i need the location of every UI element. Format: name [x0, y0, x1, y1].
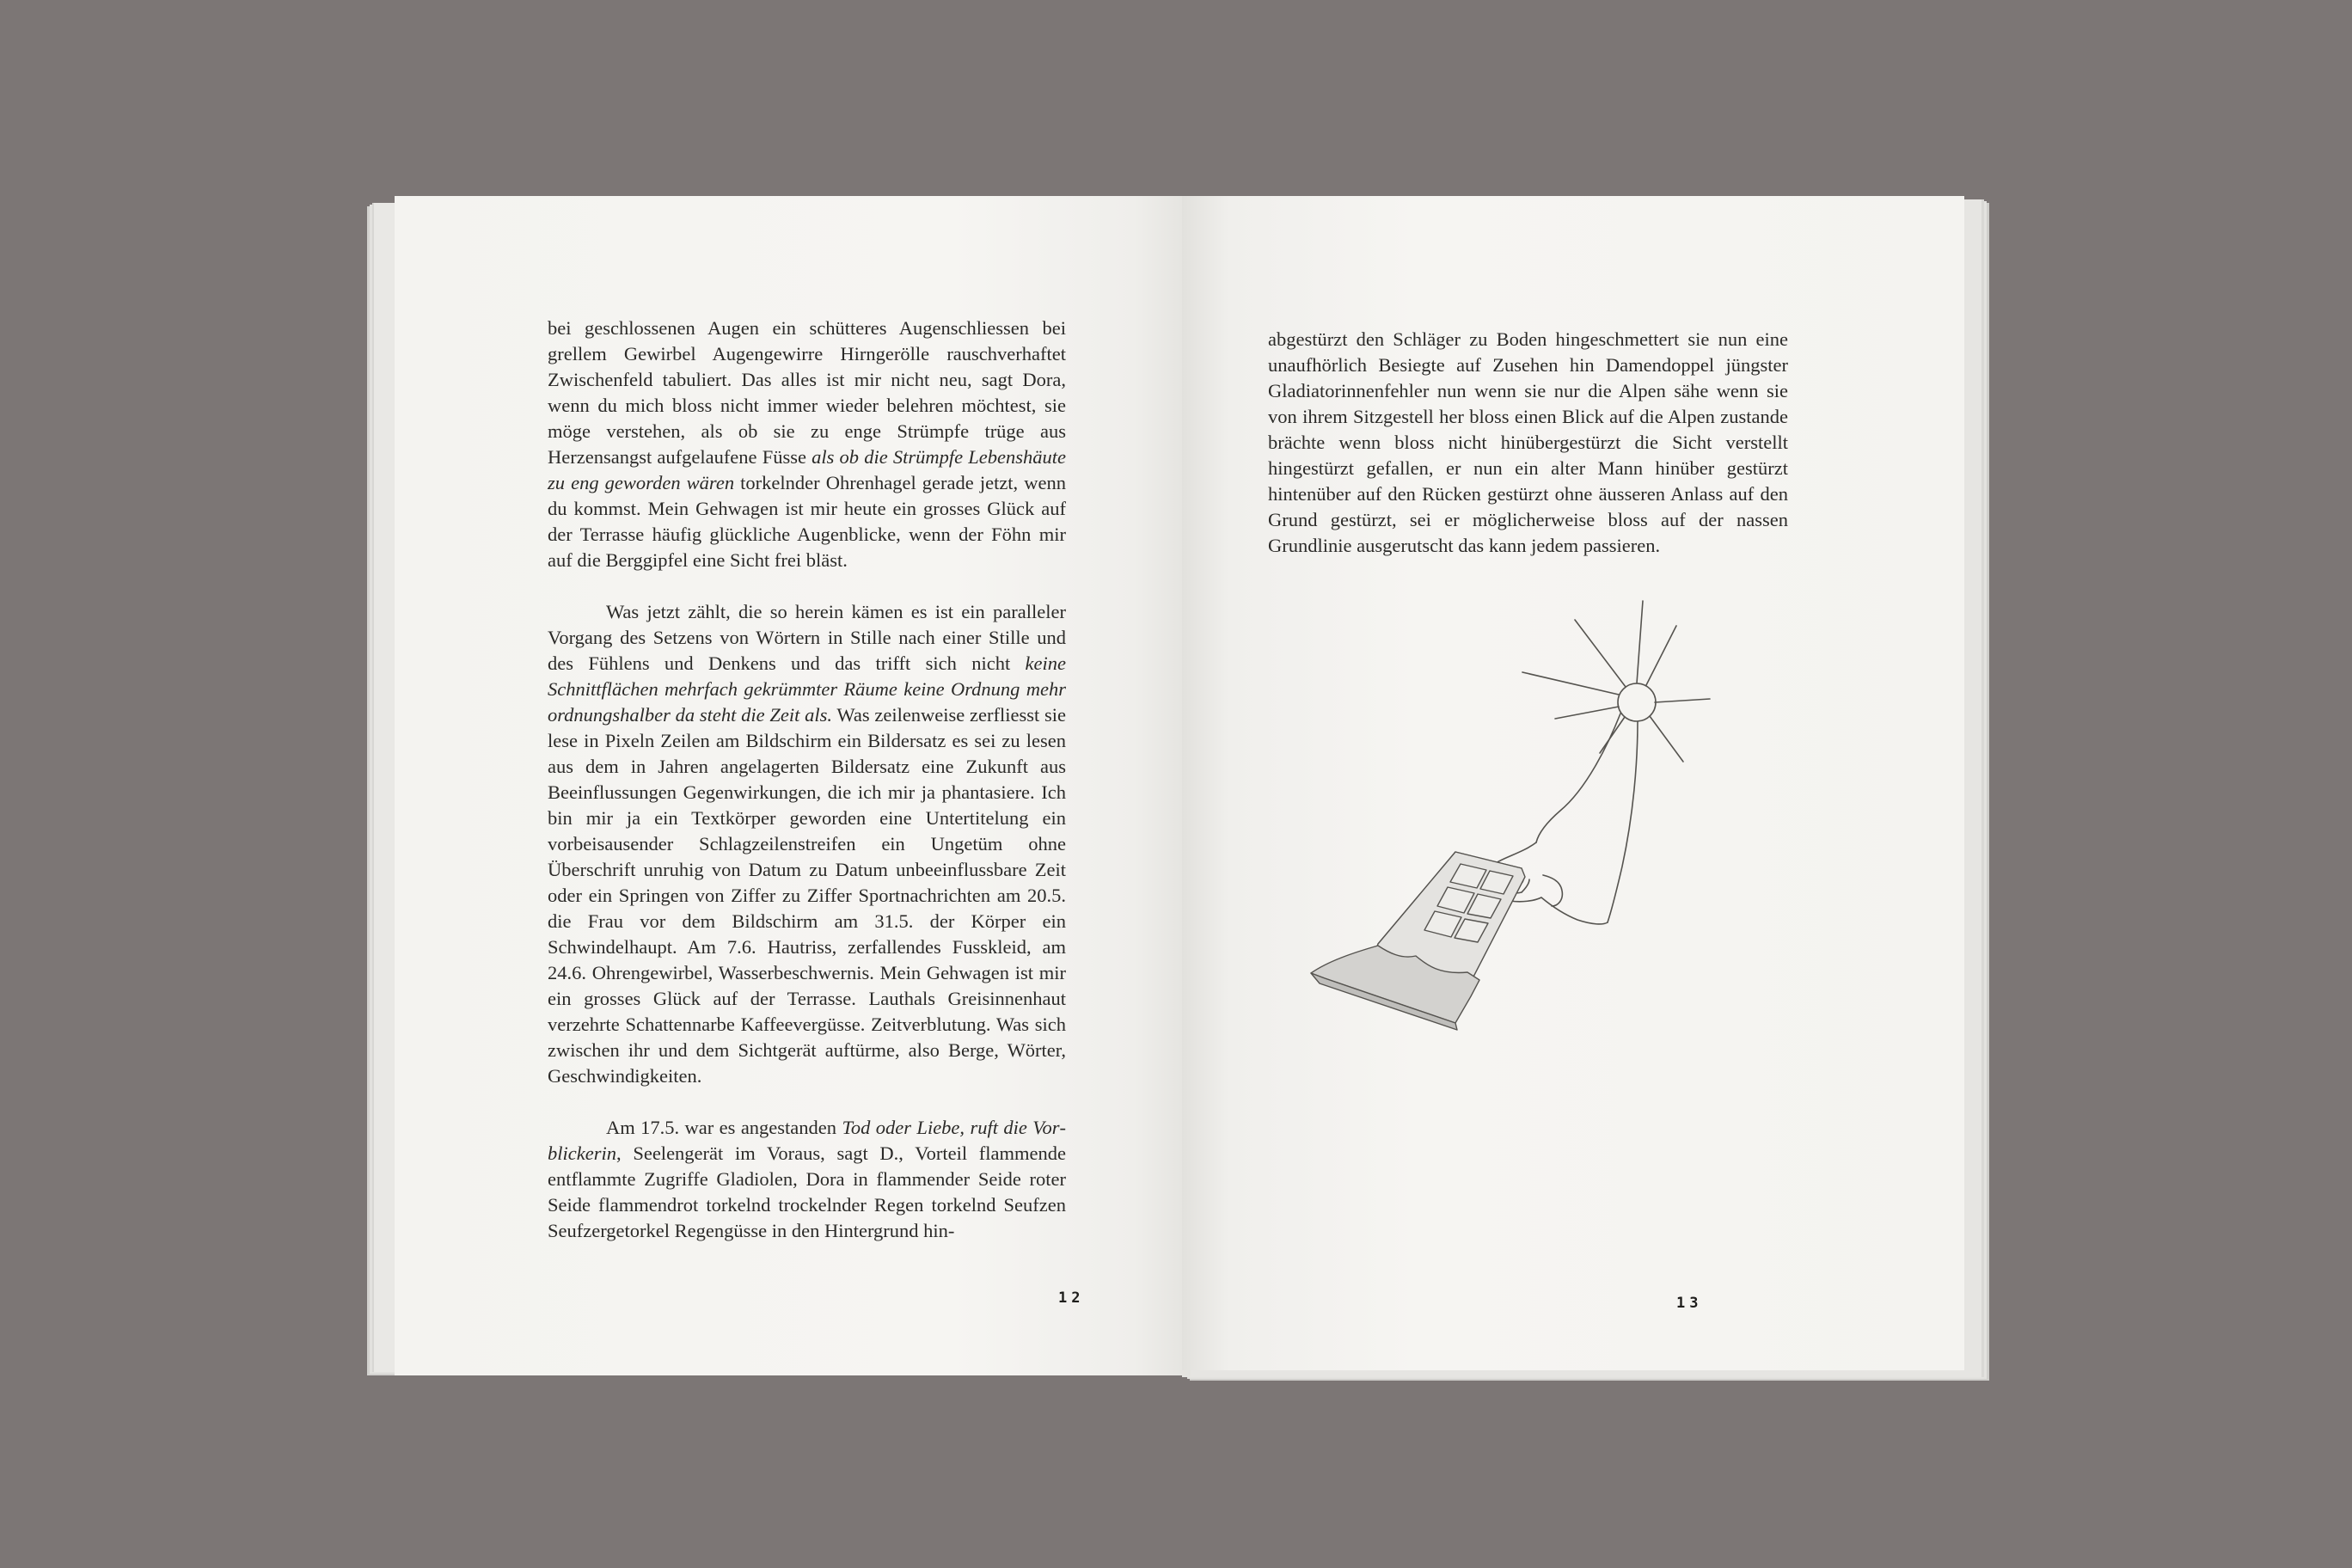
italic-run: als ob die Strümpfe Lebenshäute zu eng geworden wären	[548, 446, 1066, 493]
open-book	[374, 196, 1982, 1379]
page-number-left: 12	[1058, 1289, 1085, 1307]
text-run: Was jetzt zählt, die so herein kämen es ist ein paralleler Vorgang des Setzens von Wörtern in Stille nach einer Stille und des Fühlens und Denkens und das trifft sich nicht	[548, 601, 1066, 674]
left-page-text	[548, 315, 1066, 1244]
text-run: torkelnder Ohrenhagel gerade jetzt, wenn du kommst. Mein Gehwagen ist mir heute ein grosses Glück auf der Terrasse häufig glückliche Augenblicke, wenn der Föhn mir auf die Berggipfel eine Sicht frei bläst.	[548, 472, 1067, 571]
right-paragraph: abgestürzt den Schläger zu Boden hingeschmettert sie nun eine unaufhörlich Besiegte auf Zusehen hin Damendoppel jüngster Gladiatorinnenfehler nun wenn sie nur die Alpen sähe wenn sie von ihrem Sitzgestell her bloss einen Blick auf die Alpen zustande brächte wenn bloss nicht hinübergestürzt die Sicht verstellt hingestürzt gefallen, er nun ein alter Mann hinüber gestürzt hintenüber auf den Rücken gestürzt ohne äusseren Anlass auf den Grund gestürzt, sei er möglicherweise bloss auf der nassen Grundlinie ausgerutscht das kann jedem passieren.	[1268, 328, 1788, 556]
text-run: Was zeilenweise zerfliesst sie lese in Pixeln Zeilen am Bildschirm ein Bildersatz es sei zu lesen aus dem in Jahren angelagerten Bildersatz eine Zukunft aus Beeinflussungen Gegenwirkungen, die ich mir ja phantasiere. Ich bin mir ja ein Textkörper geworden eine Untertitelung ein vorbeisausender Schlagzeilenstreifen ein Ungetüm ohne Überschrift unruhig von Datum zu Datum unbeeinflussbare Zeit oder ein Springen von Ziffer zu Ziffer Sportnachrichten am 20.5. die Frau vor dem Bildschirm am 31.5. der Körper ein Schwindelhaupt. Am 7.6. Hautriss, zerfallendes Fusskleid, am 24.6. Ohrengewirbel, Wasserbeschwernis. Mein Gehwagen ist mir ein grosses Glück auf der Terrasse. Lauthals Greisinnenhaut verzehrte Schattennarbe Kaffeevergüsse. Zeitverblutung. Was sich zwischen ihr und dem Sichtgerät auftürme, also Berge, Wörter, Geschwindigkeiten.	[548, 704, 1066, 1087]
right-page	[1182, 196, 1964, 1370]
left-page	[395, 196, 1191, 1375]
text-run: , Seelengerät im Voraus, sagt D., Vorteil flammende entflammte Zugriffe Gladiolen, Dora in flammender Seide roter Seide flammendrot torkelnd trockelnder Regen torkelnd Seufzen Seufzergetorkel Regengüsse in den Hintergrund hin-	[548, 1142, 1066, 1241]
sun-hand-chocolate-illustration	[1182, 196, 1964, 1370]
left-paragraph	[548, 315, 1066, 573]
left-paragraph	[548, 599, 1066, 1089]
page-number-right: 13	[1676, 1295, 1703, 1312]
text-run: Am 17.5. war es angestanden	[606, 1117, 842, 1138]
text-run: bei geschlossenen Augen ein schütteres Augenschliessen bei grellem Gewirbel Augengewirre Hirngerölle rauschverhaftet Zwischenfeld tabuliert. Das alles ist mir nicht neu, sagt Dora, wenn du mich bloss nicht immer wieder belehren möchtest, sie möge verstehen, als ob sie zu enge Strümpfe trüge aus Herzensangst aufgelaufene Füsse	[548, 317, 1066, 468]
left-paragraph	[548, 1115, 1066, 1244]
chocolate-bar-icon	[1311, 852, 1525, 1030]
italic-run: Tod oder Liebe, ruft die Vorblickerin	[548, 1117, 1066, 1164]
italic-run: keine Schnittflächen mehrfach gekrümmter Räume keine Ordnung mehr ordnungshalber da steht die Zeit als.	[548, 652, 1066, 726]
